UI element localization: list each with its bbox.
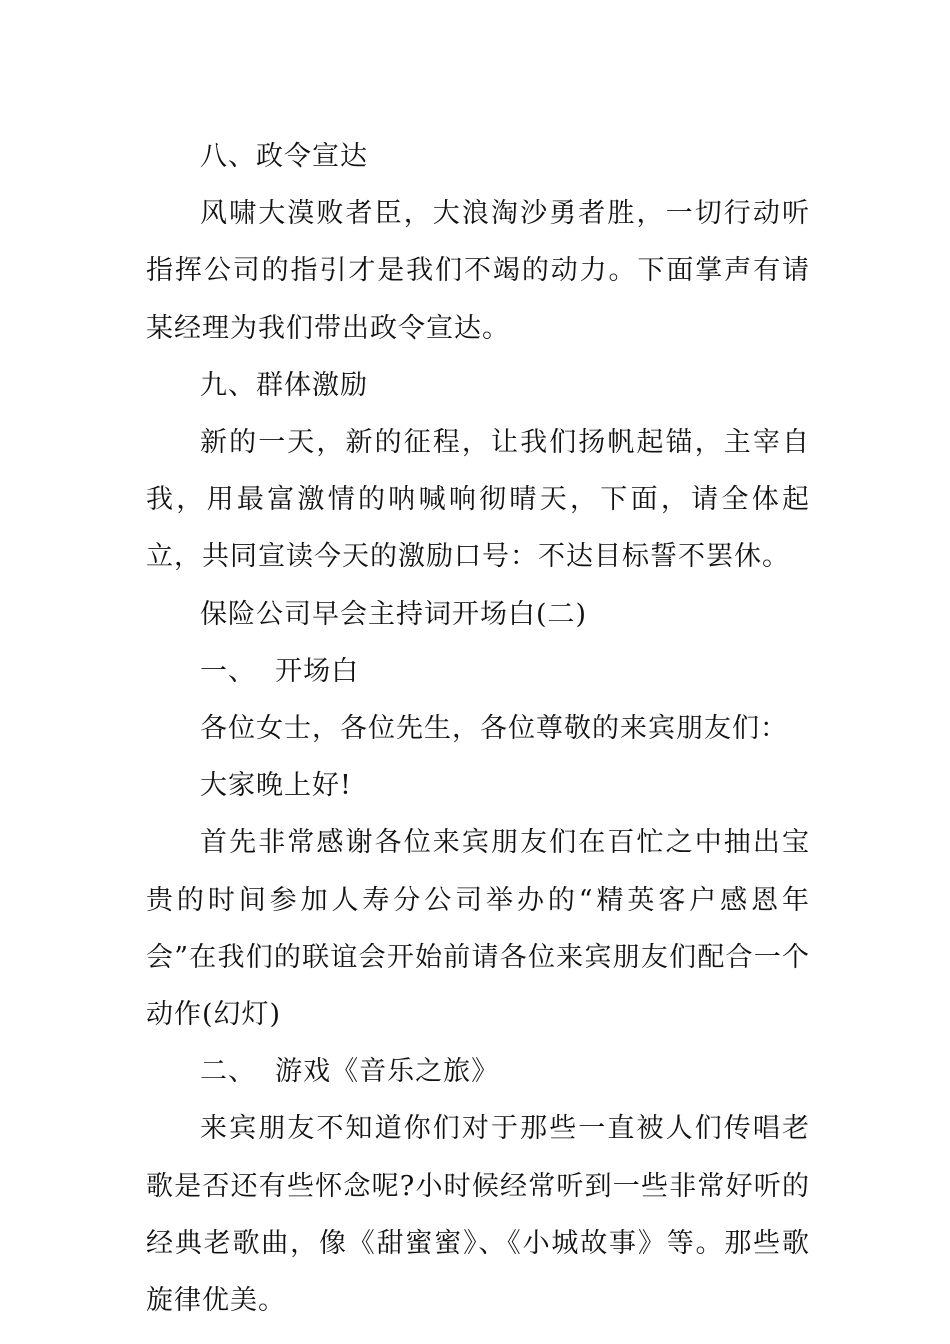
document-subtitle: 保险公司早会主持词开场白(二) <box>200 598 588 630</box>
paragraph-music-journey: 来宾朋友不知道你们对于那些一直被人们传唱老歌是否还有些怀念呢?小时候经常听到一些非常好听的经典老歌曲，像《甜蜜蜜》、《小城故事》等。那些歌旋律优美。 <box>146 1113 810 1317</box>
paragraph-thanks: 首先非常感谢各位来宾朋友们在百忙之中抽出宝贵的时间参加人寿分公司举办的“精英客户感恩年会”在我们的联谊会开始前请各位来宾朋友们配合一个动作(幻灯) <box>146 827 810 1031</box>
paragraph-good-evening: 大家晚上好! <box>200 770 352 802</box>
paragraph-greeting: 各位女士，各位先生，各位尊敬的来宾朋友们： <box>200 713 788 745</box>
section-heading-9: 九、群体激励 <box>200 369 368 401</box>
paragraph-motivation: 新的一天，新的征程，让我们扬帆起锚，主宰自我，用最富激情的呐喊响彻晴天，下面，请全体起立，共同宣读今天的激励口号：不达目标誓不罢休。 <box>146 427 810 573</box>
section-heading-8: 八、政令宣达 <box>200 141 368 172</box>
paragraph-policy: 风啸大漠败者臣，大浪淘沙勇者胜，一切行动听指挥公司的指引才是我们不竭的动力。下面掌声有请某经理为我们带出政令宣达。 <box>146 198 810 344</box>
document-body <box>146 128 810 1329</box>
section-heading-2: 二、 游戏《音乐之旅》 <box>200 1056 500 1088</box>
section-heading-1: 一、 开场白 <box>200 655 360 687</box>
